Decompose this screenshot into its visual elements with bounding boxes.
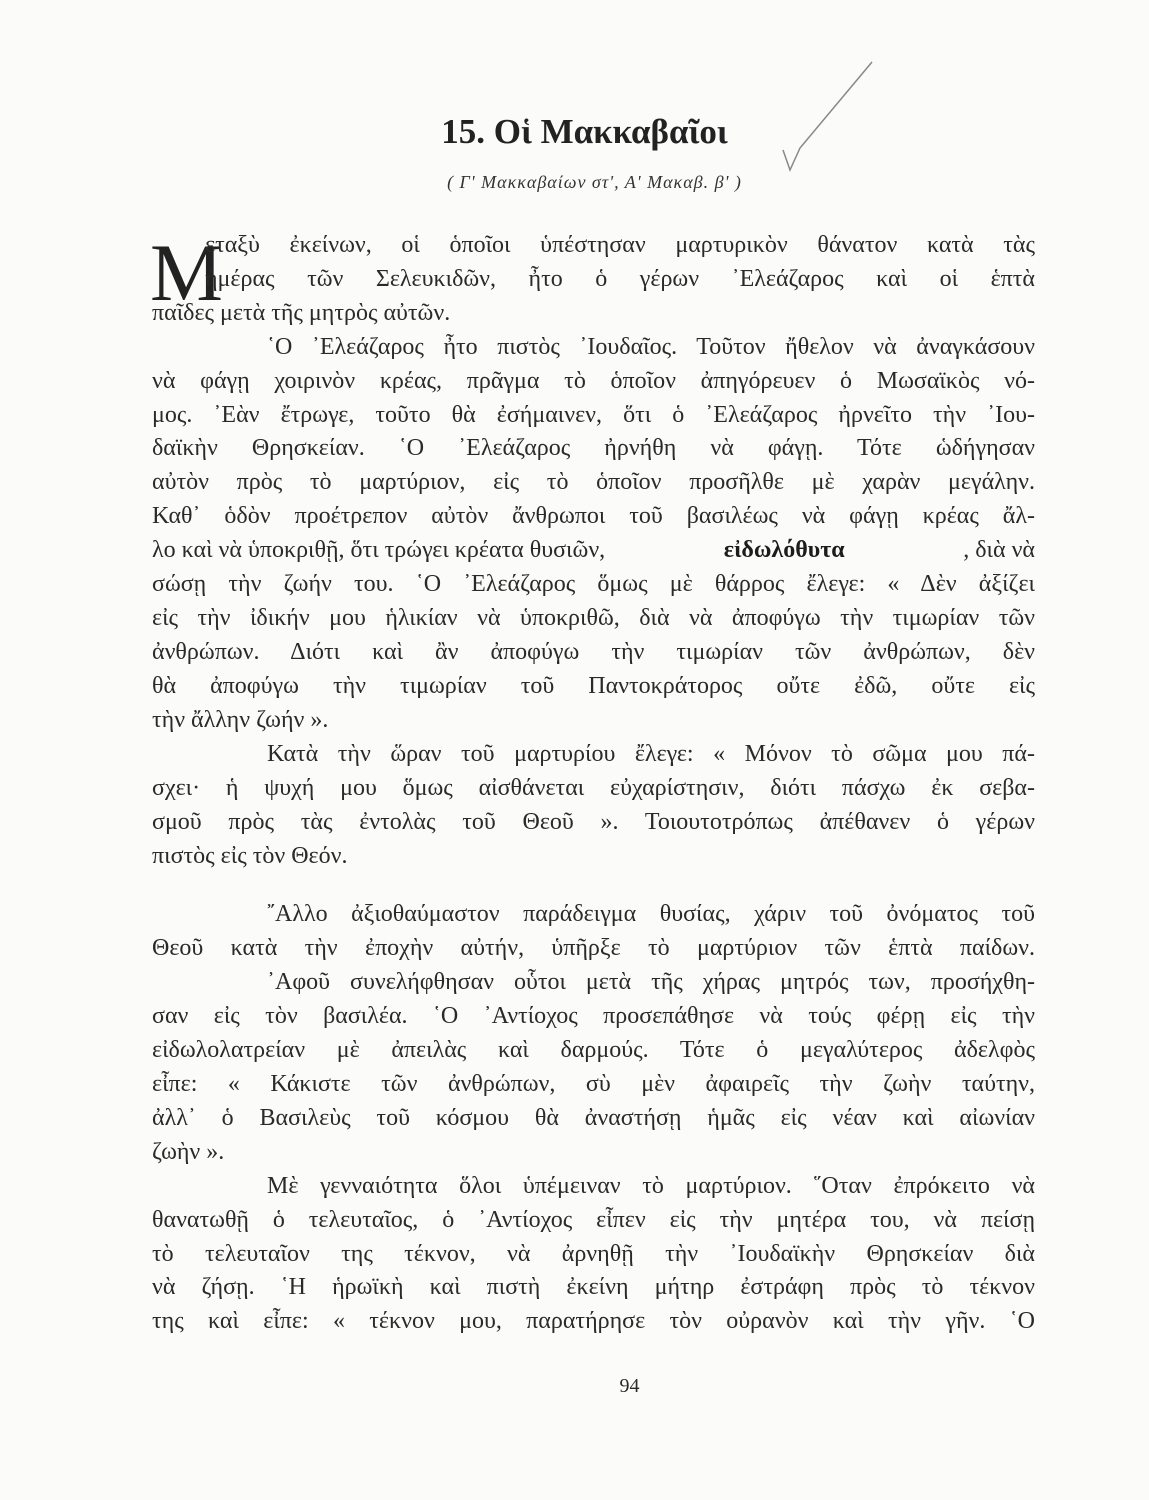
chapter-title: 15. Οἱ Μακκαβαῖοι	[441, 112, 728, 151]
text-line: Κατὰ τὴν ὥραν τοῦ μαρτυρίου ἔλεγε: « Μόνον τὸ σῶμα μου πά-	[267, 741, 1035, 767]
text-line: τὸ τελευταῖον της τέκνον, νὰ ἀρνηθῇ τὴν ᾿Ιουδαϊκὴν Θρησκείαν διὰ	[152, 1241, 1035, 1267]
text-line: εἰς τὴν ἰδικήν μου ἡλικίαν νὰ ὑποκριθῶ, διὰ νὰ ἀποφύγω τὴν τιμωρίαν τῶν	[152, 605, 1035, 631]
text-line: της καὶ εἶπε: « τέκνον μου, παρατήρησε τὸν οὐρανὸν καὶ τὴν γῆν. ῾Ο	[152, 1308, 1035, 1334]
text-line: νὰ ζήσῃ. ῾Η ἡρωϊκὴ καὶ πιστὴ ἐκείνη μήτηρ ἐστράφη πρὸς τὸ τέκνον	[152, 1274, 1035, 1300]
text-line: ᾿Αφοῦ συνελήφθησαν οὗτοι μετὰ τῆς χήρας μητρός των, προσήχθη-	[267, 969, 1035, 995]
text-line: Καθ᾿ ὁδὸν προέτρεπον αὐτὸν ἄνθρωποι τοῦ βασιλέως νὰ φάγῃ κρέας ἄλ-	[152, 503, 1035, 529]
text-line: δαϊκὴν Θρησκείαν. ῾Ο ᾿Ελεάζαρος ἠρνήθη νὰ φάγῃ. Τότε ὡδήγησαν	[152, 435, 1035, 461]
text-line: παῖδες μετὰ τῆς μητρὸς αὐτῶν.	[152, 300, 451, 326]
text-line: Μὲ γενναιότητα ὅλοι ὑπέμειναν τὸ μαρτύριον. ῞Οταν ἐπρόκειτο νὰ	[267, 1173, 1035, 1199]
text-line: σαν εἰς τὸν βασιλέα. ῾Ο ᾿Αντίοχος προσεπάθησε νὰ τούς φέρῃ εἰς τὴν	[152, 1003, 1035, 1029]
text-line: πιστὸς εἰς τὸν Θεόν.	[152, 843, 348, 869]
page-number: 94	[619, 1375, 640, 1397]
text-line: σώσῃ τὴν ζωήν του. ῾Ο ᾿Ελεάζαρος ὅμως μὲ θάρρος ἔλεγε: « Δὲν ἀξίζει	[152, 571, 1035, 597]
text-line: θανατωθῇ ὁ τελευταῖος, ὁ ᾿Αντίοχος εἶπεν εἰς τὴν μητέρα του, νὰ πείσῃ	[152, 1207, 1035, 1233]
text-line: ζωὴν ».	[152, 1139, 225, 1165]
text-line: τὴν ἄλλην ζωήν ».	[152, 707, 329, 733]
scripture-reference: ( Γ' Μακκαβαίων στ', Α' Μακαβ. β' )	[447, 172, 742, 192]
text-line: ἀλλ᾿ ὁ Βασιλεὺς τοῦ κόσμου θὰ ἀναστήσῃ ἡμᾶς εἰς νέαν καὶ αἰωνίαν	[152, 1105, 1035, 1131]
text-line: εἶπε: « Κάκιστε τῶν ἀνθρώπων, σὺ μὲν ἀφαιρεῖς τὴν ζωὴν ταύτην,	[152, 1071, 1035, 1097]
text-line: σχει· ἡ ψυχή μου ὅμως αἰσθάνεται εὐχαρίστησιν, διότι πάσχω ἐκ σεβα-	[152, 775, 1035, 801]
text-line: σμοῦ πρὸς τὰς ἐντολὰς τοῦ Θεοῦ ». Τοιουτοτρόπως ἀπέθανεν ὁ γέρων	[152, 809, 1035, 835]
drop-cap: Μ	[150, 227, 223, 318]
text-line: ῎Αλλο ἀξιοθαύμαστον παράδειγμα θυσίας, χάριν τοῦ ὀνόματος τοῦ	[267, 901, 1035, 927]
bold-term: εἰδωλόθυτα	[723, 537, 845, 563]
text-line: εταξὺ ἐκείνων, οἱ ὁποῖοι ὑπέστησαν μαρτυρικὸν θάνατον κατὰ τὰς	[205, 232, 1035, 258]
text-line: ἀνθρώπων. Διότι καὶ ἂν ἀποφύγω τὴν τιμωρίαν τῶν ἀνθρώπων, δὲν	[152, 639, 1035, 665]
text-line: εἰδωλολατρείαν μὲ ἀπειλὰς καὶ δαρμούς. Τότε ὁ μεγαλύτερος ἀδελφὸς	[152, 1037, 1035, 1063]
text-line: μος. ᾿Εὰν ἔτρωγε, τοῦτο θὰ ἐσήμαινεν, ὅτι ὁ ᾿Ελεάζαρος ἠρνεῖτο τὴν ᾿Ιου-	[152, 402, 1035, 428]
text-line: θὰ ἀποφύγω τὴν τιμωρίαν τοῦ Παντοκράτορος οὔτε ἐδῶ, οὔτε εἰς	[152, 673, 1035, 699]
text-line: αὐτὸν πρὸς τὸ μαρτύριον, εἰς τὸ ὁποῖον προσῆλθε μὲ χαρὰν μεγάλην.	[152, 469, 1035, 495]
text-line: νὰ φάγῃ χοιρινὸν κρέας, πρᾶγμα τὸ ὁποῖον ἀπηγόρευεν ὁ Μωσαϊκὸς νό-	[152, 368, 1035, 394]
text-segment: , διὰ νὰ	[963, 537, 1035, 563]
text-line: ῾Ο ᾿Ελεάζαρος ἦτο πιστὸς ᾿Ιουδαῖος. Τοῦτον ἤθελον νὰ ἀναγκάσουν	[267, 334, 1035, 360]
text-line	[152, 535, 1035, 565]
text-segment: λο καὶ νὰ ὑποκριθῇ, ὅτι τρώγει κρέατα θυσιῶν,	[152, 537, 606, 563]
text-line: Θεοῦ κατὰ τὴν ἐποχὴν αὐτήν, ὑπῆρξε τὸ μαρτύριον τῶν ἑπτὰ παίδων.	[152, 935, 1035, 961]
text-line: ἡμέρας τῶν Σελευκιδῶν, ἦτο ὁ γέρων ᾿Ελεάζαρος καὶ οἱ ἑπτὰ	[205, 266, 1035, 292]
